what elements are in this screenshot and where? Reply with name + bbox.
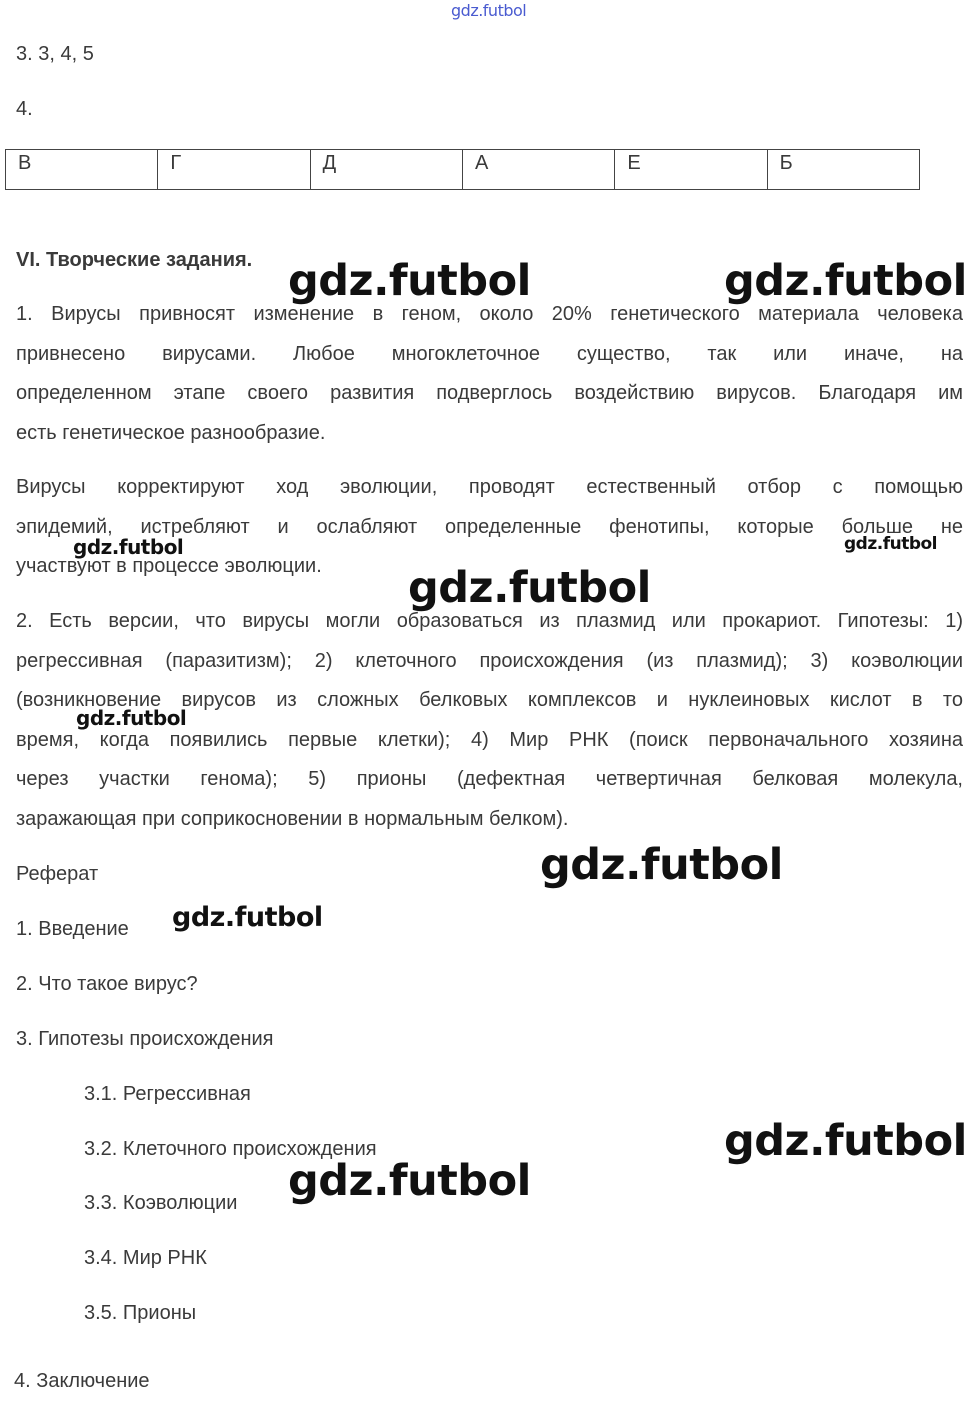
watermark: gdz.futbol	[724, 256, 967, 306]
text-line: заражающая при соприкосновении в нормальным белком).	[16, 807, 569, 830]
watermark: gdz.futbol	[540, 840, 783, 890]
outline-item-3: 3. Гипотезы происхождения	[16, 1028, 274, 1050]
text-line: Вирусы корректируют ход эволюции, проводят естественный отбор с помощью	[16, 476, 963, 498]
text-line: участвуют в процессе эволюции.	[16, 555, 322, 577]
paragraph-1	[16, 295, 963, 453]
text-line: (возникновение вирусов из сложных белковых комплексов и нуклеиновых кислот в то	[16, 689, 963, 711]
watermark: gdz.futbol	[76, 706, 187, 730]
table-cell: В	[6, 150, 158, 190]
outline-sub-item: 3.5. Прионы	[84, 1302, 197, 1324]
outline-sub-item: 3.1. Регрессивная	[84, 1083, 251, 1105]
text-line: есть генетическое разнообразие.	[16, 421, 326, 444]
outline-sub-item: 3.2. Клеточного происхождения	[84, 1138, 377, 1160]
watermark: gdz.futbol	[408, 563, 651, 613]
table-cell: Г	[158, 150, 310, 190]
watermark: gdz.futbol	[73, 535, 184, 559]
table-row	[6, 150, 920, 190]
answer-4-label: 4.	[16, 98, 33, 120]
watermark: gdz.futbol	[724, 1116, 967, 1166]
section-heading: VI. Творческие задания.	[16, 249, 253, 271]
text-line: эпидемий, истребляют и ослабляют определенные фенотипы, которые больше не	[16, 515, 963, 538]
table-cell: Б	[767, 150, 919, 190]
header-watermark: gdz.futbol	[451, 1, 527, 20]
outline-item-2: 2. Что такое вирус?	[16, 973, 198, 995]
table-cell: Д	[310, 150, 462, 190]
table-cell: Е	[615, 150, 767, 190]
watermark: gdz.futbol	[844, 534, 937, 554]
outline-sub-item: 3.4. Мир РНК	[84, 1247, 207, 1269]
answer-3: 3. 3, 4, 5	[16, 43, 94, 65]
answer-4-table	[5, 149, 920, 190]
outline-sub-item: 3.3. Коэволюции	[84, 1192, 238, 1214]
watermark: gdz.futbol	[288, 256, 531, 306]
essay-title: Реферат	[16, 863, 99, 885]
outline-item-1: 1. Введение	[16, 918, 129, 940]
watermark: gdz.futbol	[172, 902, 323, 933]
text-line: 2. Есть версии, что вирусы могли образоваться из плазмид или прокариот. Гипотезы: 1)	[16, 610, 963, 632]
text-line: время, когда появились первые клетки); 4) Мир РНК (поиск первоначального хозяина	[16, 728, 963, 751]
text-line: привнесено вирусами. Любое многоклеточное существо, так или иначе, на	[16, 342, 963, 365]
text-line: через участки генома); 5) прионы (дефектная четвертичная белковая молекула,	[16, 768, 963, 790]
outline-item-4: 4. Заключение	[14, 1370, 150, 1392]
watermark: gdz.futbol	[288, 1156, 531, 1206]
text-line: определенном этапе своего развития подверглось воздействию вирусов. Благодаря им	[16, 382, 963, 404]
text-line: регрессивная (паразитизм); 2) клеточного происхождения (из плазмид); 3) коэволюции	[16, 649, 963, 672]
table-cell: А	[462, 150, 614, 190]
text-line: 1. Вирусы привносят изменение в геном, около 20% генетического материала человека	[16, 303, 963, 325]
